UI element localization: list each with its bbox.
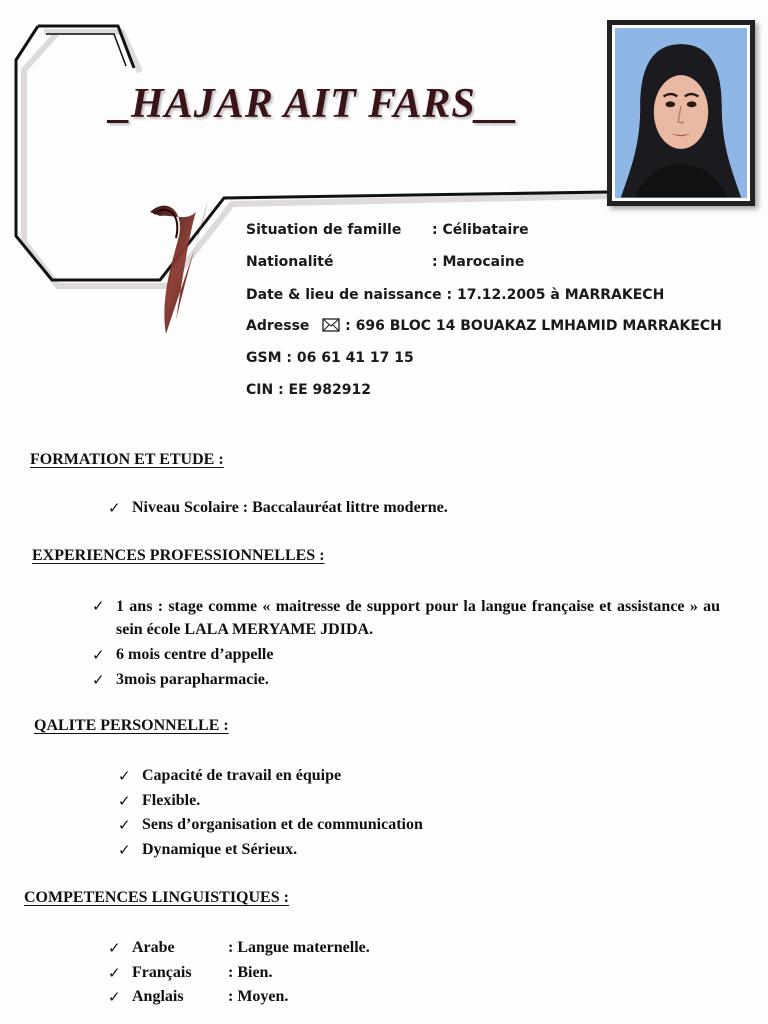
name-dash-left: _ <box>110 81 131 127</box>
check-icon: ✓ <box>118 816 131 834</box>
list-item: ✓ 3mois parapharmacie. <box>92 668 720 693</box>
list-item: ✓ Capacité de travail en équipe <box>118 764 423 789</box>
situation-row <box>246 222 529 238</box>
address-value: : 696 BLOC 14 BOUAKAZ LMHAMID MARRAKECH <box>345 318 722 334</box>
list-item: ✓ Sens d’organisation et de communication <box>118 813 423 838</box>
formation-list <box>108 496 448 521</box>
section-title-experiences: EXPERIENCES PROFESSIONNELLES : <box>32 547 325 564</box>
language-level: : Bien. <box>228 963 273 981</box>
section-title-langues: COMPETENCES LINGUISTIQUES : <box>24 889 289 906</box>
list-item: ✓ Niveau Scolaire : Baccalauréat littre moderne. <box>108 496 448 521</box>
check-icon: ✓ <box>108 988 121 1006</box>
language-name: Arabe <box>132 939 175 956</box>
check-icon: ✓ <box>92 597 105 615</box>
birth-row: Date & lieu de naissance : 17.12.2005 à MARRAKECH <box>246 287 665 303</box>
qualites-list <box>118 764 423 862</box>
check-icon: ✓ <box>118 767 131 785</box>
situation-value: : Célibataire <box>432 222 529 238</box>
name-dash-right: __ <box>475 81 518 127</box>
list-item <box>108 936 370 961</box>
address-label: Adresse <box>246 318 310 334</box>
section-title-formation: FORMATION ET ETUDE : <box>30 451 224 468</box>
language-level: : Moyen. <box>228 988 289 1005</box>
check-icon: ✓ <box>108 963 121 982</box>
name-text: HAJAR AIT FARS <box>131 81 476 127</box>
language-name: Français <box>132 963 192 981</box>
list-item: ✓ 6 mois centre d’appelle <box>92 643 720 668</box>
portrait-image <box>615 28 747 198</box>
address-row <box>246 318 722 336</box>
cin-row: CIN : EE 982912 <box>246 382 371 398</box>
check-icon: ✓ <box>92 670 105 689</box>
language-name: Anglais <box>132 988 184 1005</box>
situation-label: Situation de famille <box>246 222 402 238</box>
list-item: ✓ Dynamique et Sérieux. <box>118 838 423 863</box>
check-icon: ✓ <box>92 646 105 664</box>
check-icon: ✓ <box>108 939 121 957</box>
list-item <box>108 961 370 986</box>
langues-list <box>108 936 370 1010</box>
list-item: ✓ 1 ans : stage comme « maitresse de support pour la langue française et assistance » au sein école LALA MERYAME JDIDA. <box>92 597 720 638</box>
experiences-list <box>92 595 720 692</box>
list-item <box>108 985 370 1010</box>
check-icon: ✓ <box>118 791 131 810</box>
check-icon: ✓ <box>108 499 121 517</box>
list-item: ✓ Flexible. <box>118 789 423 814</box>
envelope-icon <box>322 318 340 336</box>
nationality-value: : Marocaine <box>432 254 525 270</box>
profile-photo <box>607 20 755 206</box>
check-icon: ✓ <box>118 840 131 859</box>
language-level: : Langue maternelle. <box>228 939 370 956</box>
nationality-row <box>246 254 525 270</box>
candidate-name <box>110 80 518 128</box>
section-title-qualites: QALITE PERSONNELLE : <box>34 717 229 734</box>
nationality-label: Nationalité <box>246 254 334 270</box>
gsm-row: GSM : 06 61 41 17 15 <box>246 350 414 366</box>
